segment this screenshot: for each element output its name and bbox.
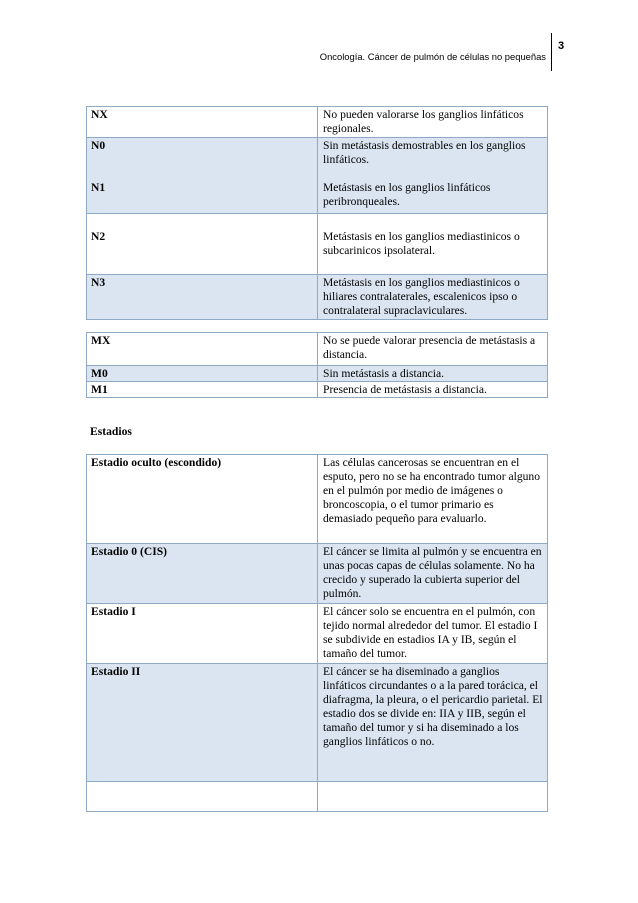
m-staging-table (86, 332, 548, 398)
row-label: Estadio II (87, 664, 318, 782)
page-header-title: Oncología. Cáncer de pulmón de células no pequeñas (319, 51, 546, 62)
row-description: Sin metástasis a distancia. (318, 366, 548, 382)
table-row (87, 138, 548, 214)
table-row (87, 107, 548, 138)
n-staging-table (86, 106, 548, 320)
table-row-empty (87, 782, 548, 812)
table-row (87, 366, 548, 382)
row-label: Estadio I (87, 604, 318, 664)
table-row (87, 544, 548, 604)
table-row (87, 333, 548, 366)
row-label: NX (87, 107, 318, 138)
row-description: Las células cancerosas se encuentran en el esputo, pero no se ha encontrado tumor alguno en el pulmón por medio de imágenes o broncoscopia, o el tumor primario es demasiado pequeño para evaluarlo. (318, 455, 548, 544)
table-row (87, 604, 548, 664)
row-label: M1 (87, 382, 318, 398)
row-label (87, 138, 318, 214)
stages-table (86, 454, 548, 812)
empty-cell (318, 782, 548, 812)
row-label: N2 (87, 214, 318, 275)
table-row (87, 455, 548, 544)
row-description: El cáncer solo se encuentra en el pulmón, con tejido normal alrededor del tumor. El estadio I se subdivide en estadios IA y IB, según el tamaño del tumor. (318, 604, 548, 664)
row-description: No se puede valorar presencia de metástasis a distancia. (318, 333, 548, 366)
table-row (87, 275, 548, 320)
row-label: Estadio oculto (escondido) (87, 455, 318, 544)
header-divider (551, 33, 552, 71)
row-label: M0 (87, 366, 318, 382)
section-heading: Estadios (90, 425, 132, 438)
page-number: 3 (558, 40, 565, 52)
row-label-n0: N0 (91, 139, 106, 152)
row-description (318, 138, 548, 214)
row-description: Metástasis en los ganglios mediastinicos o hiliares contralaterales, escalenicos ipso o contralateral supraclaviculares. (318, 275, 548, 320)
row-label-n1: N1 (91, 181, 106, 194)
table-row (87, 214, 548, 275)
row-text-n0: Sin metástasis demostrables en los ganglios linfáticos. (323, 139, 526, 166)
row-label: Estadio 0 (CIS) (87, 544, 318, 604)
row-description: Metástasis en los ganglios mediastinicos o subcarinicos ipsolateral. (318, 214, 548, 275)
row-text-n1: Metástasis en los ganglios linfáticos peribronqueales. (323, 181, 491, 208)
row-description: El cáncer se limita al pulmón y se encuentra en unas pocas capas de células solamente. No ha crecido y superado la cubierta superior del pulmón. (318, 544, 548, 604)
row-description: No pueden valorarse los ganglios linfáticos regionales. (318, 107, 548, 138)
row-label: MX (87, 333, 318, 366)
table-row (87, 664, 548, 782)
row-description: Presencia de metástasis a distancia. (318, 382, 548, 398)
row-label: N3 (87, 275, 318, 320)
empty-cell (87, 782, 318, 812)
table-row (87, 382, 548, 398)
row-description: El cáncer se ha diseminado a ganglios linfáticos circundantes o a la pared torácica, el diafragma, la pleura, o el pericardio parietal. El estadio dos se divide en: IIA y IIB, según el tamaño del tumor y si ha diseminado a los ganglios linfáticos o no. (318, 664, 548, 782)
